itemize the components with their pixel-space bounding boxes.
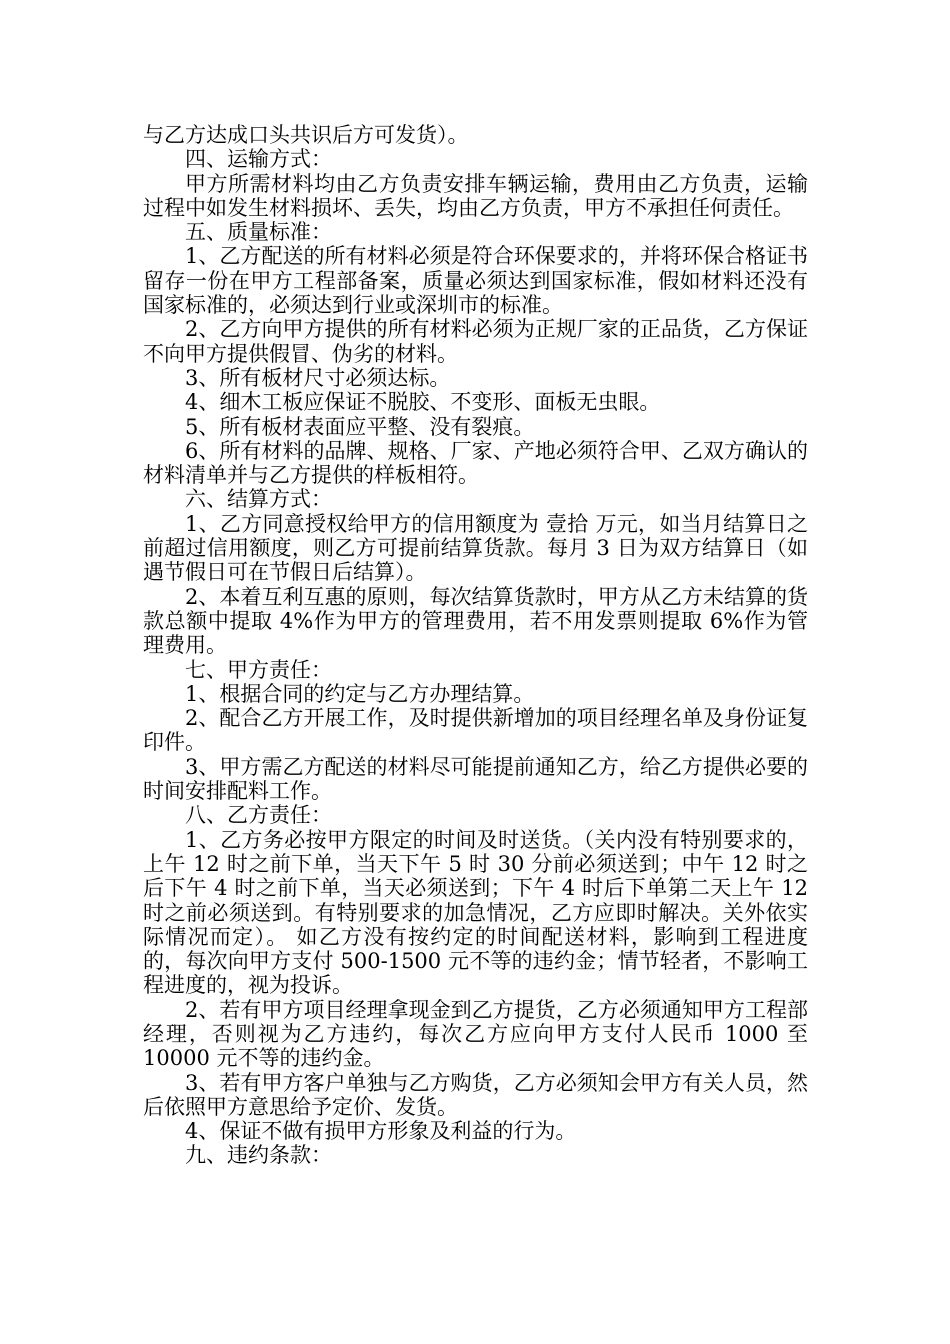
paragraph-quality-2: 2、乙方向甲方提供的所有材料必须为正规厂家的正品货，乙方保证不向甲方提供假冒、伪劣的材料。 xyxy=(143,317,808,366)
paragraph-party-a-1: 1、根据合同的约定与乙方办理结算。 xyxy=(185,681,535,706)
section-heading-settlement: 六、结算方式： xyxy=(185,487,332,512)
section-heading-party-b: 八、乙方责任： xyxy=(185,803,332,828)
paragraph-settlement-1: 1、乙方同意授权给甲方的信用额度为 壹拾 万元，如当月结算日之前超过信用额度，则乙方可提前结算货款。每月 3 日为双方结算日（如遇节假日可在节假日后结算）。 xyxy=(143,511,808,585)
document-page xyxy=(143,123,808,1168)
paragraph-quality-4: 4、细木工板应保证不脱胶、不变形、面板无虫眼。 xyxy=(185,390,661,415)
section-heading-quality: 五、质量标准： xyxy=(185,220,332,245)
paragraph-quality-3: 3、所有板材尺寸必须达标。 xyxy=(185,365,451,390)
paragraph-quality-5: 5、所有板材表面应平整、没有裂痕。 xyxy=(185,414,535,439)
paragraph-party-b-3: 3、若有甲方客户单独与乙方购货，乙方必须知会甲方有关人员，然后依照甲方意思给予定价、发货。 xyxy=(143,1070,808,1119)
paragraph-party-a-2: 2、配合乙方开展工作，及时提供新增加的项目经理名单及身份证复印件。 xyxy=(143,706,808,755)
paragraph-party-a-3: 3、甲方需乙方配送的材料尽可能提前通知乙方，给乙方提供必要的时间安排配料工作。 xyxy=(143,754,808,804)
section-heading-party-a: 七、甲方责任： xyxy=(185,657,332,682)
paragraph-party-b-1: 1、乙方务必按甲方限定的时间及时送货。（关内没有特别要求的，上午 12 时之前下单，当天下午 5 时 30 分前必须送到；中午 12 时之后下午 4 时之前下单，当天必须送到；下午 4 时后下单第二天上午 12 时之前必须送到。有特别要求的加急情况，乙方应即时解决。关外依实际情况而定）。 如乙方没有按约定的时间配送材料，影响到工程进度的，每次向甲方支付 500-1500 元不等的违约金；情节轻者，不影响工程进度的，视为投诉。 xyxy=(143,827,808,998)
paragraph-transport: 甲方所需材料均由乙方负责安排车辆运输，费用由乙方负责，运输过程中如发生材料损坏、丢失，均由乙方负责，甲方不承担任何责任。 xyxy=(143,171,808,220)
paragraph-party-b-2: 2、若有甲方项目经理拿现金到乙方提货，乙方必须通知甲方工程部经理，否则视为乙方违约，每次乙方应向甲方支付人民币 1000 至 10000 元不等的违约金。 xyxy=(143,997,808,1071)
paragraph-party-b-4: 4、保证不做有损甲方形象及利益的行为。 xyxy=(185,1119,577,1144)
paragraph-settlement-2: 2、本着互利互惠的原则，每次结算货款时，甲方从乙方未结算的货款总额中提取 4%作为甲方的管理费用，若不用发票则提取 6%作为管理费用。 xyxy=(143,584,808,658)
paragraph-quality-6: 6、所有材料的品牌、规格、厂家、产地必须符合甲、乙双方确认的材料清单并与乙方提供的样板相符。 xyxy=(143,438,808,488)
section-heading-transport: 四、运输方式： xyxy=(185,147,332,172)
paragraph-quality-1: 1、乙方配送的所有材料必须是符合环保要求的，并将环保合格证书留存一份在甲方工程部备案，质量必须达到国家标准，假如材料还没有国家标准的，必须达到行业或深圳市的标准。 xyxy=(143,244,808,318)
paragraph-continuation: 与乙方达成口头共识后方可发货）。 xyxy=(143,123,469,147)
section-heading-breach: 九、违约条款： xyxy=(185,1143,332,1168)
